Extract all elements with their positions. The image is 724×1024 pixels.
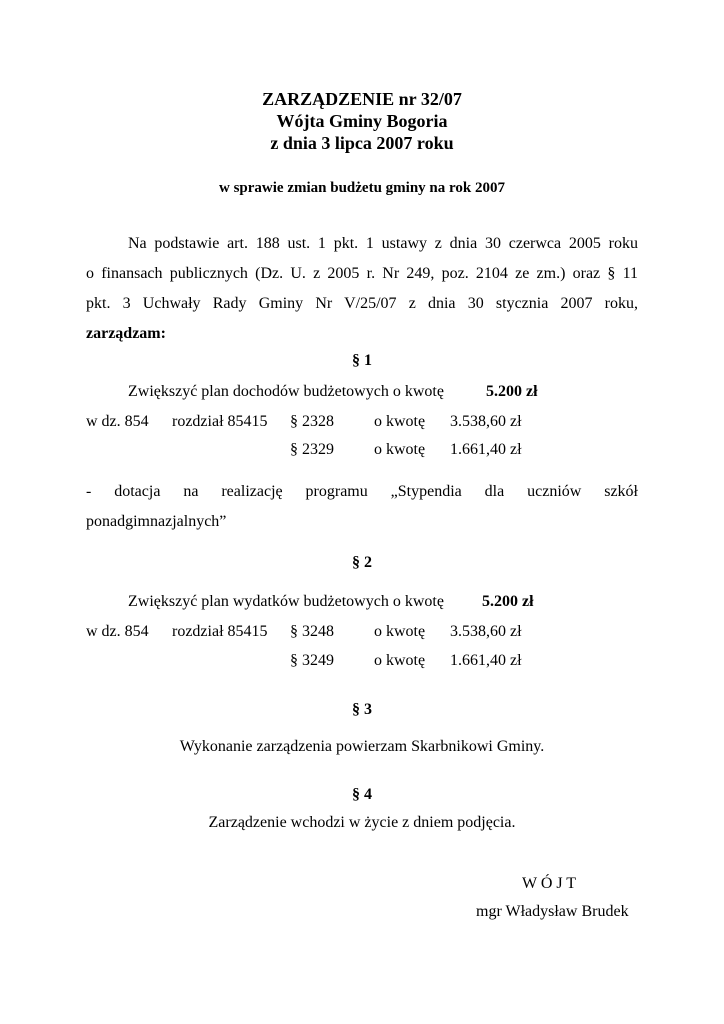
section-3-text: Wykonanie zarządzenia powierzam Skarbnikowi Gminy. [179,738,545,755]
section-2-intro: Zwiększyć plan wydatków budżetowych o kwotę [128,593,444,610]
section-1-note-line-1: - dotacja na realizację programu „Stypendia dla uczniów szkół [86,483,638,500]
section-1-row-2-value: 1.661,40 zł [450,441,522,458]
section-2-rozdzial: rozdział 85415 [172,623,268,640]
preamble-line-3: pkt. 3 Uchwały Rady Gminy Nr V/25/07 z dnia 30 stycznia 2007 roku, [86,295,638,312]
section-2-row-1-paragraph: § 3248 [290,623,334,640]
document-date: z dnia 3 lipca 2007 roku [270,133,454,153]
section-2-row-2-value: 1.661,40 zł [450,652,522,669]
preamble-closing: zarządzam: [86,325,166,342]
document-issuer: Wójta Gminy Bogoria [276,111,448,131]
section-1-row-1-value: 3.538,60 zł [450,413,522,430]
section-2-row-2-label: o kwotę [374,652,426,669]
section-2-row-1-value: 3.538,60 zł [450,623,522,640]
section-4-text: Zarządzenie wchodzi w życie z dniem podjęcia. [208,814,516,831]
section-3-heading: § 3 [352,701,372,718]
preamble-line-1: Na podstawie art. 188 ust. 1 pkt. 1 ustawy z dnia 30 czerwca 2005 roku [128,235,638,252]
section-1-rozdzial: rozdział 85415 [172,413,268,430]
section-1-row-2-paragraph: § 2329 [290,441,334,458]
section-4-heading: § 4 [352,786,372,803]
section-1-dzial: w dz. 854 [86,413,149,430]
document-title: ZARZĄDZENIE nr 32/07 [262,89,462,109]
section-2-dzial: w dz. 854 [86,623,149,640]
signature-title: W Ó J T [522,875,577,892]
section-2-row-1-label: o kwotę [374,623,426,640]
section-1-intro: Zwiększyć plan dochodów budżetowych o kwotę [128,383,444,400]
section-2-heading: § 2 [352,554,372,571]
section-1-heading: § 1 [352,352,372,369]
section-2-row-2-paragraph: § 3249 [290,652,334,669]
section-1-row-1-label: o kwotę [374,413,426,430]
section-1-row-2-label: o kwotę [374,441,426,458]
preamble-line-2: o finansach publicznych (Dz. U. z 2005 r. Nr 249, poz. 2104 ze zm.) oraz § 11 [86,265,638,282]
section-1-note-line-2: ponadgimnazjalnych” [86,513,227,530]
signature-name: mgr Władysław Brudek [476,903,629,920]
document-subject: w sprawie zmian budżetu gminy na rok 2007 [219,180,505,196]
section-2-amount: 5.200 zł [482,593,534,610]
section-1-amount: 5.200 zł [486,383,538,400]
section-1-row-1-paragraph: § 2328 [290,413,334,430]
